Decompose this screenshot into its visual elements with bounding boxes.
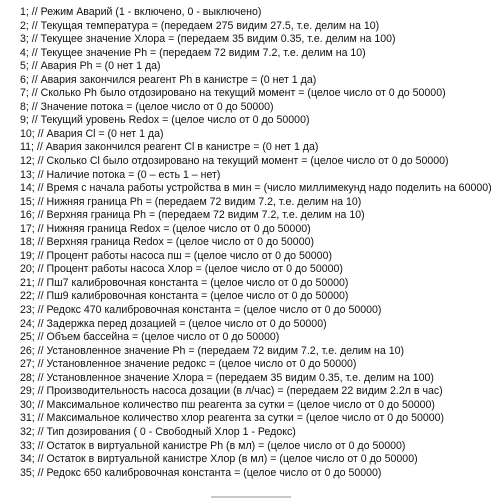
text-line: 24; // Задержка перед дозацией = (целое число от 0 до 50000)	[20, 317, 327, 330]
text-line: 1; // Режим Аварий (1 - включено, 0 - выключено)	[20, 6, 262, 18]
text-line: 16; // Верхняя граница Ph = (передаем 72 видим 7.2, т.е. делим на 10)	[20, 209, 365, 222]
text-line: 15; // Нижняя граница Ph = (передаем 72 видим 7.2, т.е. делим на 10)	[20, 195, 362, 208]
text-line: 8; // Значение потока = (целое число от 0 до 50000)	[20, 100, 274, 113]
text-line: 14; // Время с начала работы устройства в мин = (число миллимекунд надо поделить на 60000)	[20, 182, 492, 195]
text-line: 10; // Авария Cl = (0 нет 1 да)	[20, 127, 164, 140]
text-line: 30; // Максимальное количество пш реагента за сутки = (целое число от 0 до 50000)	[20, 398, 435, 411]
text-line: 19; // Процент работы насоса пш = (целое число от 0 до 50000)	[20, 249, 332, 262]
bottom-divider	[211, 496, 291, 498]
text-line: 22; // Пш9 калибровочная константа = (целое число от 0 до 50000)	[20, 290, 349, 303]
text-line: 7; // Сколько Ph было отдозировано на текущий момент = (целое число от 0 до 50000)	[20, 87, 446, 100]
line-list	[20, 6, 500, 480]
text-line: 9; // Текущий уровень Redox = (целое число от 0 до 50000)	[20, 114, 310, 127]
text-line: 31; // Максимальное количество хлор реагента за сутки = (целое число от 0 до 50000)	[20, 412, 445, 425]
text-line: 29; // Производительность насоса дозации (в л/час) = (передаем 22 видим 2.2л в час)	[20, 385, 443, 398]
text-line: 26; // Установленное значение Ph = (передаем 72 видим 7.2, т.е. делим на 10)	[20, 344, 405, 357]
text-line: 20; // Процент работы насоса Хлор = (целое число от 0 до 50000)	[20, 263, 343, 276]
text-line: 17; // Нижняя граница Redox = (целое число от 0 до 50000)	[20, 222, 311, 235]
text-line: 12; // Сколько Cl было отдозировано на текущий момент = (целое число от 0 до 50000)	[20, 155, 449, 168]
text-line: 35; // Редокс 650 калибровочная константа = (целое число от 0 до 50000)	[20, 466, 382, 479]
text-line: 34; // Остаток в виртуальной канистре Хлор (в мл) = (целое число от 0 до 50000)	[20, 453, 418, 466]
text-line: 25; // Объем бассейна = (целое число от 0 до 50000)	[20, 331, 280, 344]
text-line: 13; // Наличие потока = (0 – есть 1 – нет)	[20, 168, 221, 181]
text-line: 21; // Пш7 калибровочная константа = (целое число от 0 до 50000)	[20, 276, 349, 289]
text-line: 6; // Авария закончился реагент Ph в канистре = (0 нет 1 да)	[20, 73, 317, 86]
text-line: 27; // Установленное значение редокс = (целое число от 0 до 50000)	[20, 358, 357, 371]
text-line: 18; // Верхняя граница Redox = (целое число от 0 до 50000)	[20, 236, 315, 249]
text-line: 2; // Текущая температура = (передаем 275 видим 27.5, т.е. делим на 10)	[20, 19, 380, 32]
text-line: 4; // Текущее значение Ph = (передаем 72 видим 7.2, т.е. делим на 10)	[20, 46, 366, 59]
text-line: 32; // Тип дозирования ( 0 - Свободный Хлор 1 - Редокс)	[20, 425, 296, 438]
text-line: 5; // Авария Ph = (0 нет 1 да)	[20, 60, 161, 73]
text-line: 11; // Авария закончился реагент Cl в канистре = (0 нет 1 да)	[20, 141, 319, 154]
text-line: 23; // Редокс 470 калибровочная константа = (целое число от 0 до 50000)	[20, 304, 382, 317]
text-line: 28; // Установленное значение Хлора = (передаем 35 видим 0.35, т.е. делим на 100)	[20, 371, 434, 384]
text-line: 3; // Текущее значение Хлора = (передаем 35 видим 0.35, т.е. делим на 100)	[20, 33, 396, 46]
text-line: 33; // Остаток в виртуальной канистре Ph (в мл) = (целое число от 0 до 50000)	[20, 439, 406, 452]
